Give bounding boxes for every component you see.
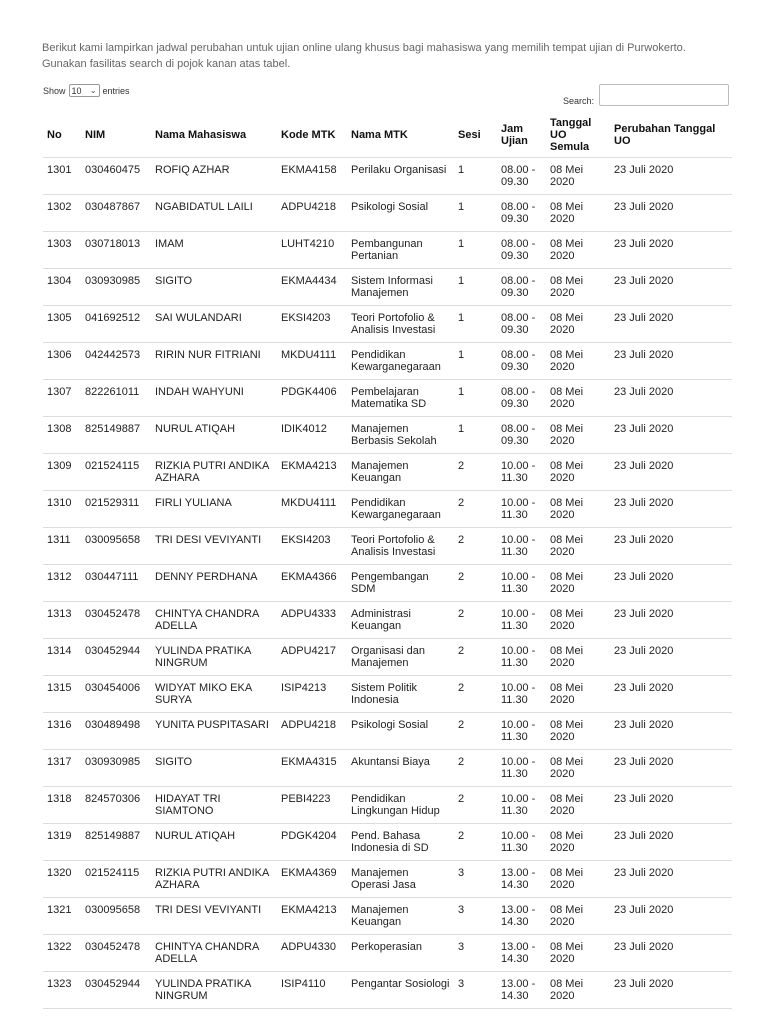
cell-perubahan: 23 Juli 2020 [610,565,732,602]
cell-no: 1314 [43,639,81,676]
cell-sesi: 3 [454,861,497,898]
cell-nama: SIGITO [151,750,277,787]
table-body [43,158,732,1009]
cell-no: 1305 [43,306,81,343]
cell-perubahan: 23 Juli 2020 [610,380,732,417]
cell-kode: ADPU4218 [277,195,347,232]
cell-sesi: 2 [454,602,497,639]
cell-nim: 825149887 [81,824,151,861]
cell-sesi: 1 [454,195,497,232]
search-input[interactable] [599,84,729,106]
cell-jam: 13.00 - 14.30 [497,898,546,935]
entries-select-value: 10 [71,85,82,96]
cell-no: 1311 [43,528,81,565]
table-row [43,417,732,454]
column-header-sesi[interactable]: Sesi [458,128,481,141]
table-row [43,158,732,195]
cell-no: 1301 [43,158,81,195]
cell-semula: 08 Mei 2020 [546,195,610,232]
table-row [43,676,732,713]
cell-mtk: Manajemen Keuangan [347,454,454,491]
table-row [43,898,732,935]
cell-mtk: Teori Portofolio & Analisis Investasi [347,306,454,343]
cell-nim: 030487867 [81,195,151,232]
cell-mtk: Manajemen Operasi Jasa [347,861,454,898]
cell-no: 1322 [43,935,81,972]
cell-no: 1302 [43,195,81,232]
cell-nama: NURUL ATIQAH [151,417,277,454]
cell-sesi: 1 [454,269,497,306]
table-row [43,602,732,639]
cell-nama: FIRLI YULIANA [151,491,277,528]
cell-semula: 08 Mei 2020 [546,639,610,676]
cell-sesi: 1 [454,306,497,343]
cell-nama: RIRIN NUR FITRIANI [151,343,277,380]
cell-semula: 08 Mei 2020 [546,232,610,269]
cell-nama: SAI WULANDARI [151,306,277,343]
table-row [43,306,732,343]
column-header-no[interactable]: No [47,128,62,141]
table-row [43,935,732,972]
column-header-semula[interactable]: Tanggal UO Semula [550,116,592,153]
cell-semula: 08 Mei 2020 [546,417,610,454]
intro-text [42,40,742,72]
cell-no: 1309 [43,454,81,491]
column-header-mtk[interactable]: Nama MTK [351,128,408,141]
cell-jam: 08.00 - 09.30 [497,343,546,380]
cell-kode: EKSI4203 [277,306,347,343]
cell-perubahan: 23 Juli 2020 [610,343,732,380]
cell-kode: EKMA4315 [277,750,347,787]
table-row [43,750,732,787]
cell-jam: 10.00 - 11.30 [497,602,546,639]
table-row [43,454,732,491]
cell-mtk: Teori Portofolio & Analisis Investasi [347,528,454,565]
table-row [43,639,732,676]
cell-kode: ADPU4217 [277,639,347,676]
table-row [43,528,732,565]
table-row [43,491,732,528]
cell-perubahan: 23 Juli 2020 [610,824,732,861]
table-controls [43,84,729,108]
cell-perubahan: 23 Juli 2020 [610,306,732,343]
cell-nim: 030460475 [81,158,151,195]
cell-nim: 030930985 [81,269,151,306]
cell-nim: 030718013 [81,232,151,269]
cell-kode: ADPU4333 [277,602,347,639]
cell-semula: 08 Mei 2020 [546,935,610,972]
table-row [43,861,732,898]
cell-jam: 08.00 - 09.30 [497,232,546,269]
cell-nama: ROFIQ AZHAR [151,158,277,195]
cell-mtk: Pendidikan Kewarganegaraan [347,491,454,528]
cell-nim: 030452478 [81,935,151,972]
cell-no: 1303 [43,232,81,269]
cell-mtk: Akuntansi Biaya [347,750,454,787]
cell-semula: 08 Mei 2020 [546,602,610,639]
cell-sesi: 2 [454,787,497,824]
cell-mtk: Pengantar Sosiologi [347,972,454,1009]
cell-kode: EKMA4213 [277,898,347,935]
cell-semula: 08 Mei 2020 [546,676,610,713]
cell-nim: 021524115 [81,861,151,898]
show-label: Show [43,85,66,96]
cell-kode: ISIP4110 [277,972,347,1009]
cell-jam: 10.00 - 11.30 [497,565,546,602]
cell-mtk: Pendidikan Lingkungan Hidup [347,787,454,824]
cell-perubahan: 23 Juli 2020 [610,787,732,824]
cell-perubahan: 23 Juli 2020 [610,269,732,306]
schedule-table [43,112,732,1009]
table-row [43,972,732,1009]
cell-sesi: 3 [454,935,497,972]
table-row [43,380,732,417]
cell-semula: 08 Mei 2020 [546,528,610,565]
cell-jam: 10.00 - 11.30 [497,491,546,528]
cell-nama: INDAH WAHYUNI [151,380,277,417]
cell-semula: 08 Mei 2020 [546,454,610,491]
cell-sesi: 2 [454,676,497,713]
cell-nim: 030095658 [81,528,151,565]
cell-nim: 825149887 [81,417,151,454]
search-label: Search: [562,96,594,106]
cell-jam: 13.00 - 14.30 [497,861,546,898]
cell-kode: MKDU4111 [277,491,347,528]
cell-mtk: Perkoperasian [347,935,454,972]
cell-jam: 10.00 - 11.30 [497,787,546,824]
cell-nim: 030454006 [81,676,151,713]
cell-kode: ISIP4213 [277,676,347,713]
column-header-kode[interactable]: Kode MTK [281,128,336,141]
cell-no: 1318 [43,787,81,824]
column-header-nim[interactable]: NIM [85,128,106,141]
cell-kode: ADPU4330 [277,935,347,972]
cell-mtk: Manajemen Berbasis Sekolah [347,417,454,454]
cell-semula: 08 Mei 2020 [546,787,610,824]
cell-mtk: Sistem Politik Indonesia [347,676,454,713]
cell-mtk: Psikologi Sosial [347,195,454,232]
cell-nama: CHINTYA CHANDRA ADELLA [151,602,277,639]
cell-perubahan: 23 Juli 2020 [610,861,732,898]
cell-semula: 08 Mei 2020 [546,972,610,1009]
cell-no: 1304 [43,269,81,306]
cell-mtk: Administrasi Keuangan [347,602,454,639]
cell-nama: TRI DESI VEVIYANTI [151,898,277,935]
table-row [43,195,732,232]
cell-semula: 08 Mei 2020 [546,565,610,602]
cell-sesi: 2 [454,528,497,565]
column-header-nama[interactable]: Nama Mahasiswa [155,128,247,141]
cell-nim: 030452944 [81,972,151,1009]
cell-kode: PEBI4223 [277,787,347,824]
cell-semula: 08 Mei 2020 [546,750,610,787]
column-header-jam[interactable]: Jam Ujian [501,122,528,147]
cell-kode: PDGK4204 [277,824,347,861]
cell-mtk: Perilaku Organisasi [347,158,454,195]
cell-nama: NGABIDATUL LAILI [151,195,277,232]
cell-kode: PDGK4406 [277,380,347,417]
cell-kode: LUHT4210 [277,232,347,269]
intro-line-2: Gunakan fasilitas search di pojok kanan atas tabel. [42,58,291,70]
cell-nama: IMAM [151,232,277,269]
cell-no: 1321 [43,898,81,935]
cell-perubahan: 23 Juli 2020 [610,750,732,787]
cell-jam: 10.00 - 11.30 [497,676,546,713]
cell-no: 1313 [43,602,81,639]
cell-jam: 13.00 - 14.30 [497,972,546,1009]
cell-mtk: Pend. Bahasa Indonesia di SD [347,824,454,861]
cell-sesi: 1 [454,343,497,380]
cell-jam: 10.00 - 11.30 [497,750,546,787]
cell-jam: 08.00 - 09.30 [497,269,546,306]
cell-jam: 08.00 - 09.30 [497,417,546,454]
table-row [43,787,732,824]
cell-sesi: 1 [454,417,497,454]
cell-nama: NURUL ATIQAH [151,824,277,861]
table-row [43,232,732,269]
cell-kode: EKMA4434 [277,269,347,306]
cell-no: 1310 [43,491,81,528]
cell-kode: EKMA4213 [277,454,347,491]
cell-nim: 021524115 [81,454,151,491]
cell-sesi: 1 [454,380,497,417]
cell-nim: 030930985 [81,750,151,787]
cell-perubahan: 23 Juli 2020 [610,639,732,676]
cell-semula: 08 Mei 2020 [546,491,610,528]
entries-select[interactable] [69,84,100,97]
cell-jam: 08.00 - 09.30 [497,195,546,232]
table-row [43,713,732,750]
entries-control [43,84,130,97]
cell-jam: 08.00 - 09.30 [497,380,546,417]
cell-nim: 030489498 [81,713,151,750]
cell-kode: EKMA4366 [277,565,347,602]
cell-semula: 08 Mei 2020 [546,343,610,380]
cell-perubahan: 23 Juli 2020 [610,713,732,750]
cell-semula: 08 Mei 2020 [546,898,610,935]
cell-sesi: 3 [454,898,497,935]
cell-mtk: Organisasi dan Manajemen [347,639,454,676]
cell-no: 1306 [43,343,81,380]
cell-mtk: Manajemen Keuangan [347,898,454,935]
table-header-row [43,112,732,158]
cell-sesi: 2 [454,713,497,750]
cell-jam: 10.00 - 11.30 [497,639,546,676]
cell-kode: EKMA4369 [277,861,347,898]
search-control [563,84,729,106]
cell-semula: 08 Mei 2020 [546,861,610,898]
cell-sesi: 2 [454,565,497,602]
intro-line-1: Berikut kami lampirkan jadwal perubahan untuk ujian online ulang khusus bagi mahasiswa yang memilih tempat ujian di Purwokerto. [42,42,686,54]
cell-perubahan: 23 Juli 2020 [610,676,732,713]
cell-mtk: Pengembangan SDM [347,565,454,602]
cell-perubahan: 23 Juli 2020 [610,195,732,232]
cell-kode: IDIK4012 [277,417,347,454]
table-row [43,269,732,306]
cell-kode: EKSI4203 [277,528,347,565]
cell-mtk: Sistem Informasi Manajemen [347,269,454,306]
cell-semula: 08 Mei 2020 [546,380,610,417]
cell-nama: YULINDA PRATIKA NINGRUM [151,972,277,1009]
cell-jam: 10.00 - 11.30 [497,713,546,750]
cell-perubahan: 23 Juli 2020 [610,158,732,195]
cell-nama: DENNY PERDHANA [151,565,277,602]
cell-nim: 822261011 [81,380,151,417]
cell-nama: HIDAYAT TRI SIAMTONO [151,787,277,824]
cell-no: 1320 [43,861,81,898]
cell-nim: 824570306 [81,787,151,824]
table-row [43,824,732,861]
cell-semula: 08 Mei 2020 [546,269,610,306]
cell-sesi: 1 [454,158,497,195]
cell-nama: WIDYAT MIKO EKA SURYA [151,676,277,713]
cell-perubahan: 23 Juli 2020 [610,935,732,972]
cell-jam: 10.00 - 11.30 [497,454,546,491]
cell-nama: RIZKIA PUTRI ANDIKA AZHARA [151,454,277,491]
cell-mtk: Pembangunan Pertanian [347,232,454,269]
cell-perubahan: 23 Juli 2020 [610,528,732,565]
cell-no: 1317 [43,750,81,787]
cell-perubahan: 23 Juli 2020 [610,454,732,491]
cell-nama: RIZKIA PUTRI ANDIKA AZHARA [151,861,277,898]
cell-nim: 030452478 [81,602,151,639]
cell-perubahan: 23 Juli 2020 [610,602,732,639]
cell-nama: YUNITA PUSPITASARI [151,713,277,750]
cell-perubahan: 23 Juli 2020 [610,417,732,454]
cell-kode: EKMA4158 [277,158,347,195]
cell-nama: TRI DESI VEVIYANTI [151,528,277,565]
cell-nama: CHINTYA CHANDRA ADELLA [151,935,277,972]
cell-sesi: 2 [454,824,497,861]
cell-kode: MKDU4111 [277,343,347,380]
cell-nim: 030452944 [81,639,151,676]
cell-jam: 10.00 - 11.30 [497,528,546,565]
cell-nim: 021529311 [81,491,151,528]
cell-semula: 08 Mei 2020 [546,713,610,750]
cell-sesi: 1 [454,232,497,269]
cell-sesi: 3 [454,972,497,1009]
cell-mtk: Pendidikan Kewarganegaraan [347,343,454,380]
cell-mtk: Psikologi Sosial [347,713,454,750]
cell-semula: 08 Mei 2020 [546,158,610,195]
cell-perubahan: 23 Juli 2020 [610,491,732,528]
cell-perubahan: 23 Juli 2020 [610,898,732,935]
entries-label: entries [102,85,130,96]
cell-no: 1323 [43,972,81,1009]
table-row [43,343,732,380]
cell-no: 1316 [43,713,81,750]
cell-nim: 041692512 [81,306,151,343]
cell-nama: SIGITO [151,269,277,306]
chevron-down-icon: ⌄ [89,86,97,95]
cell-sesi: 2 [454,750,497,787]
cell-no: 1308 [43,417,81,454]
cell-jam: 08.00 - 09.30 [497,306,546,343]
table-row [43,565,732,602]
cell-no: 1312 [43,565,81,602]
cell-nim: 030447111 [81,565,151,602]
cell-sesi: 2 [454,491,497,528]
cell-semula: 08 Mei 2020 [546,306,610,343]
cell-sesi: 2 [454,639,497,676]
cell-mtk: Pembelajaran Matematika SD [347,380,454,417]
cell-nama: YULINDA PRATIKA NINGRUM [151,639,277,676]
cell-no: 1319 [43,824,81,861]
cell-nim: 042442573 [81,343,151,380]
cell-kode: ADPU4218 [277,713,347,750]
cell-perubahan: 23 Juli 2020 [610,232,732,269]
cell-semula: 08 Mei 2020 [546,824,610,861]
cell-no: 1315 [43,676,81,713]
cell-jam: 08.00 - 09.30 [497,158,546,195]
cell-jam: 13.00 - 14.30 [497,935,546,972]
cell-nim: 030095658 [81,898,151,935]
column-header-perubahan[interactable]: Perubahan Tanggal UO [614,122,716,147]
cell-jam: 10.00 - 11.30 [497,824,546,861]
cell-perubahan: 23 Juli 2020 [610,972,732,1009]
cell-no: 1307 [43,380,81,417]
cell-sesi: 2 [454,454,497,491]
